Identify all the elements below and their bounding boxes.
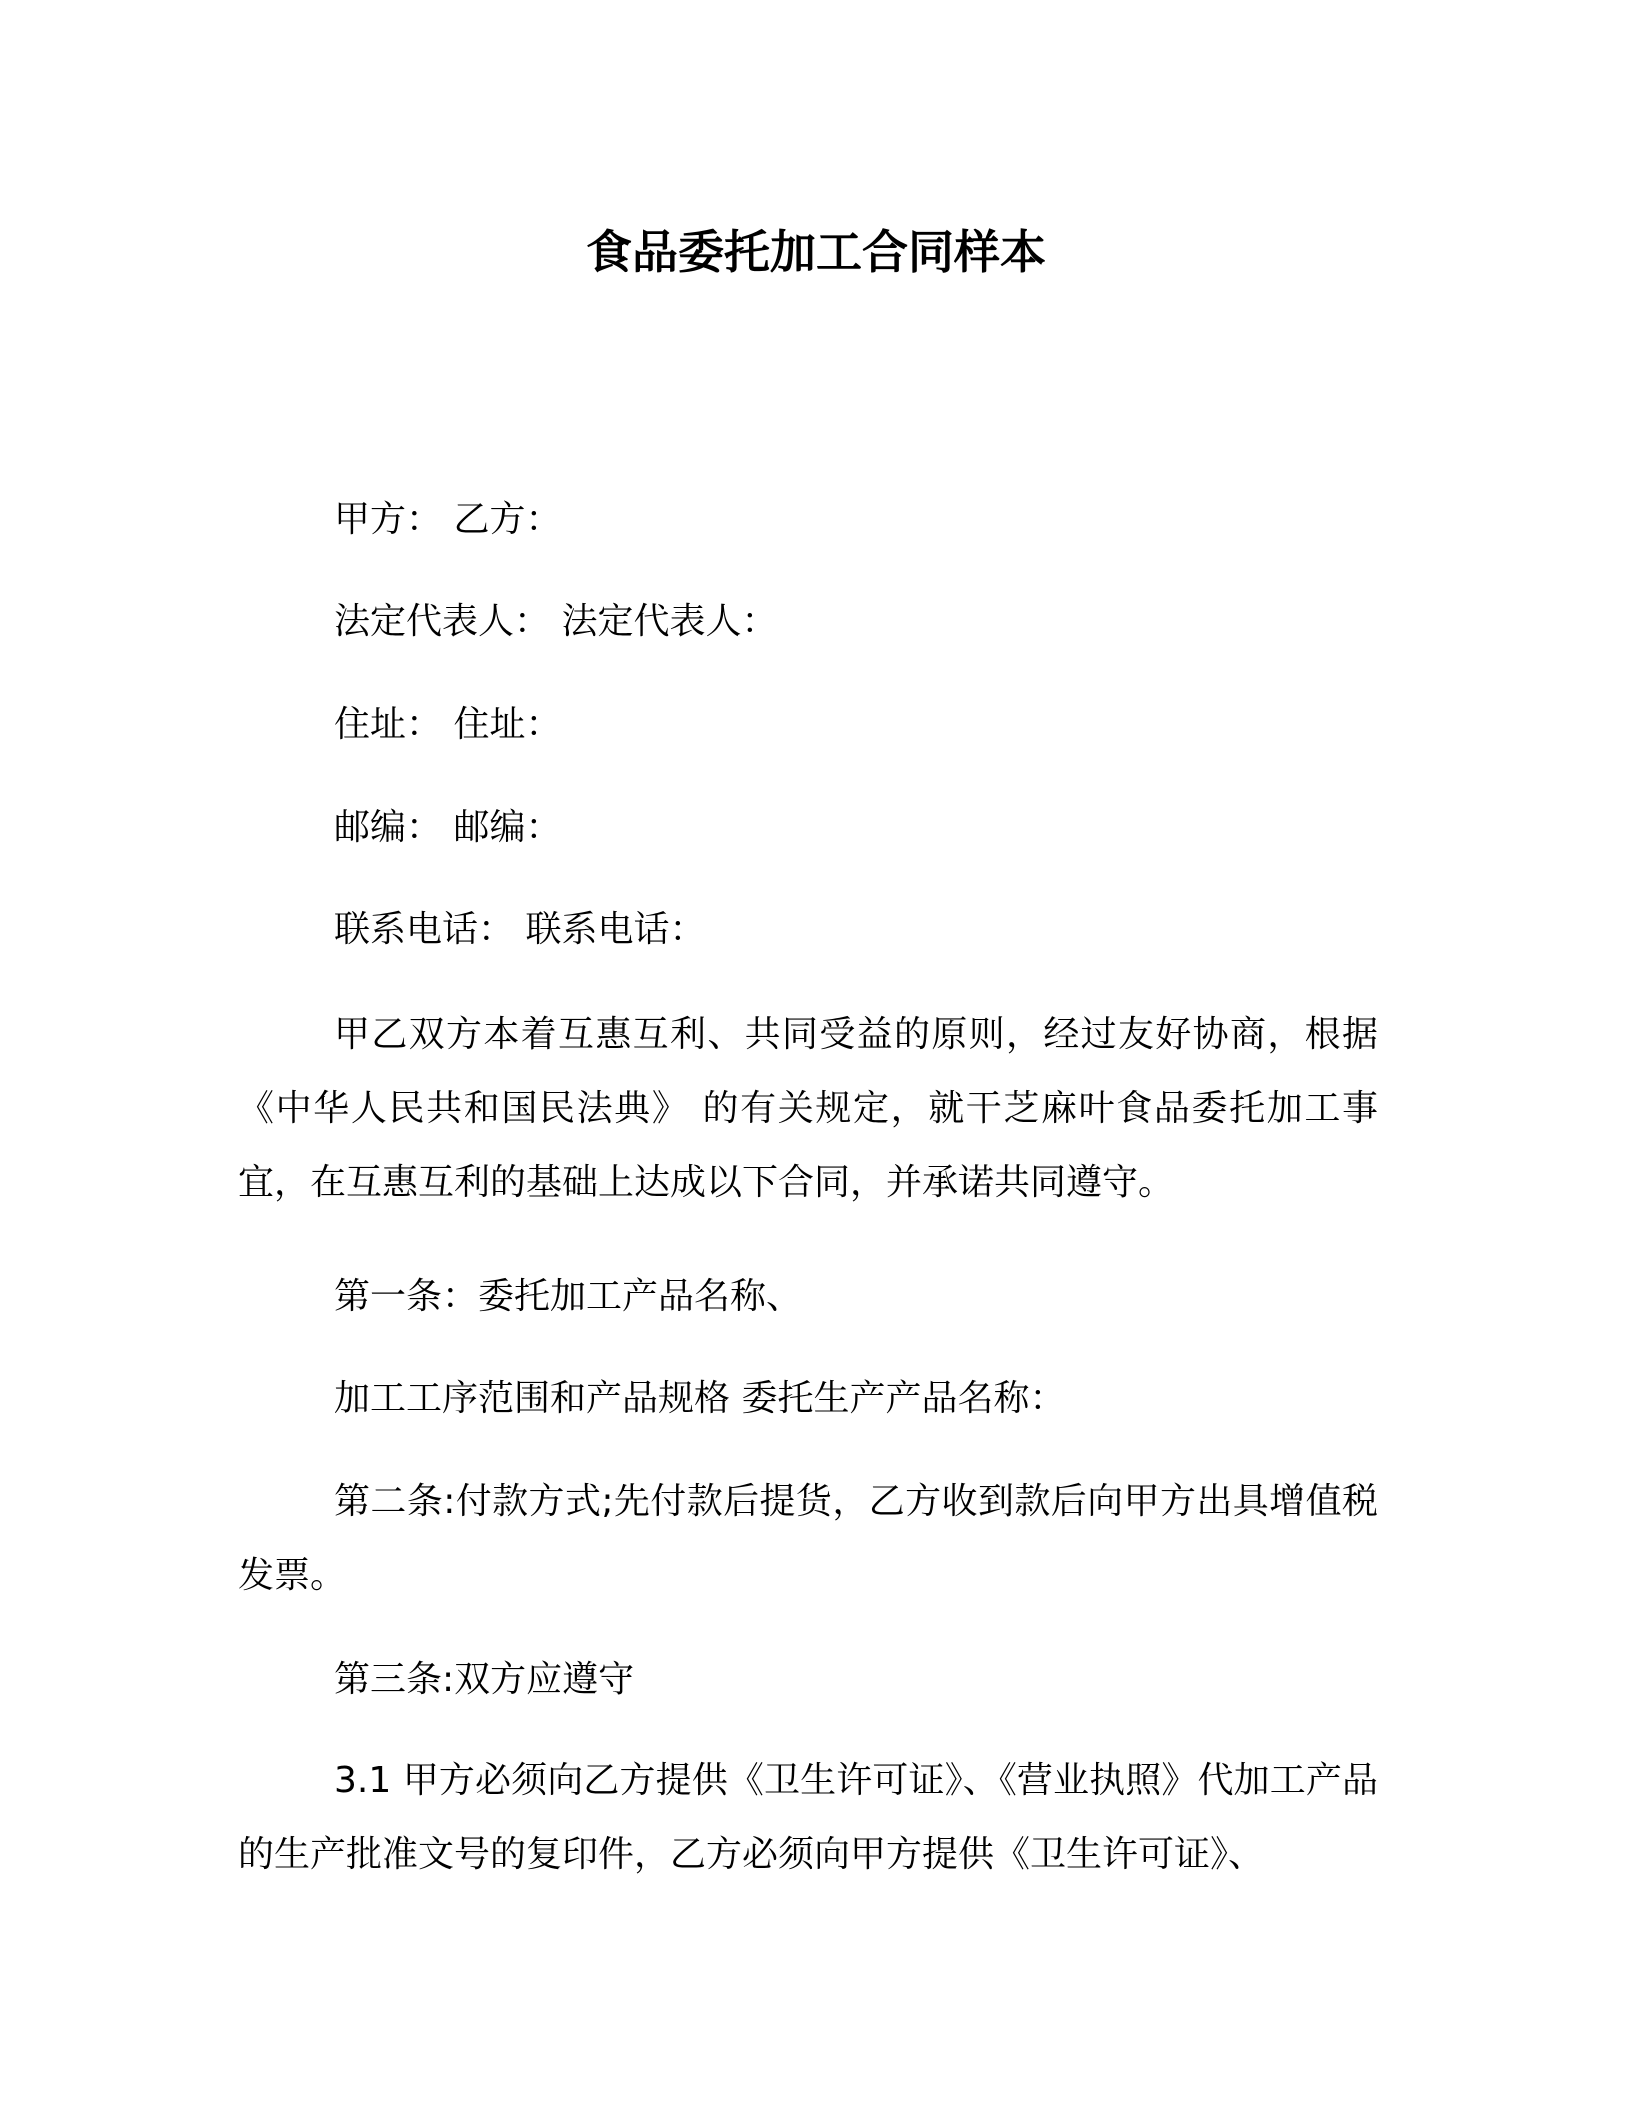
- article-three-heading: 第三条:双方应遵守: [334, 1659, 635, 1700]
- article-one-detail: 加工工序范围和产品规格 委托生产产品名称：: [334, 1378, 1066, 1419]
- party-line-parties: 甲方： 乙方：: [334, 499, 562, 540]
- article-two-paragraph: 第二条:付款方式;先付款后提货，乙方收到款后向甲方出具增值税发票。: [238, 1481, 1378, 1596]
- party-line-postcode: 邮编： 邮编：: [334, 807, 562, 848]
- party-line-address: 住址： 住址：: [334, 704, 562, 745]
- article-one-heading: 第一条：委托加工产品名称、: [334, 1276, 803, 1317]
- document-title: 食品委托加工合同样本: [586, 225, 1046, 279]
- intro-paragraph: 甲乙双方本着互惠互利、共同受益的原则，经过友好协商，根据《中华人民共和国民法典》 的有关规定，就干芝麻叶食品委托加工事宜，在互惠互利的基础上达成以下合同，并承诺共同遵守。: [238, 1014, 1378, 1203]
- party-line-phone: 联系电话： 联系电话：: [334, 909, 706, 950]
- party-line-legal-representative: 法定代表人： 法定代表人：: [334, 601, 778, 642]
- clause-3-1-paragraph: 3.1 甲方必须向乙方提供《卫生许可证》、《营业执照》代加工产品的生产批准文号的复印件，乙方必须向甲方提供《卫生许可证》、: [238, 1760, 1378, 1875]
